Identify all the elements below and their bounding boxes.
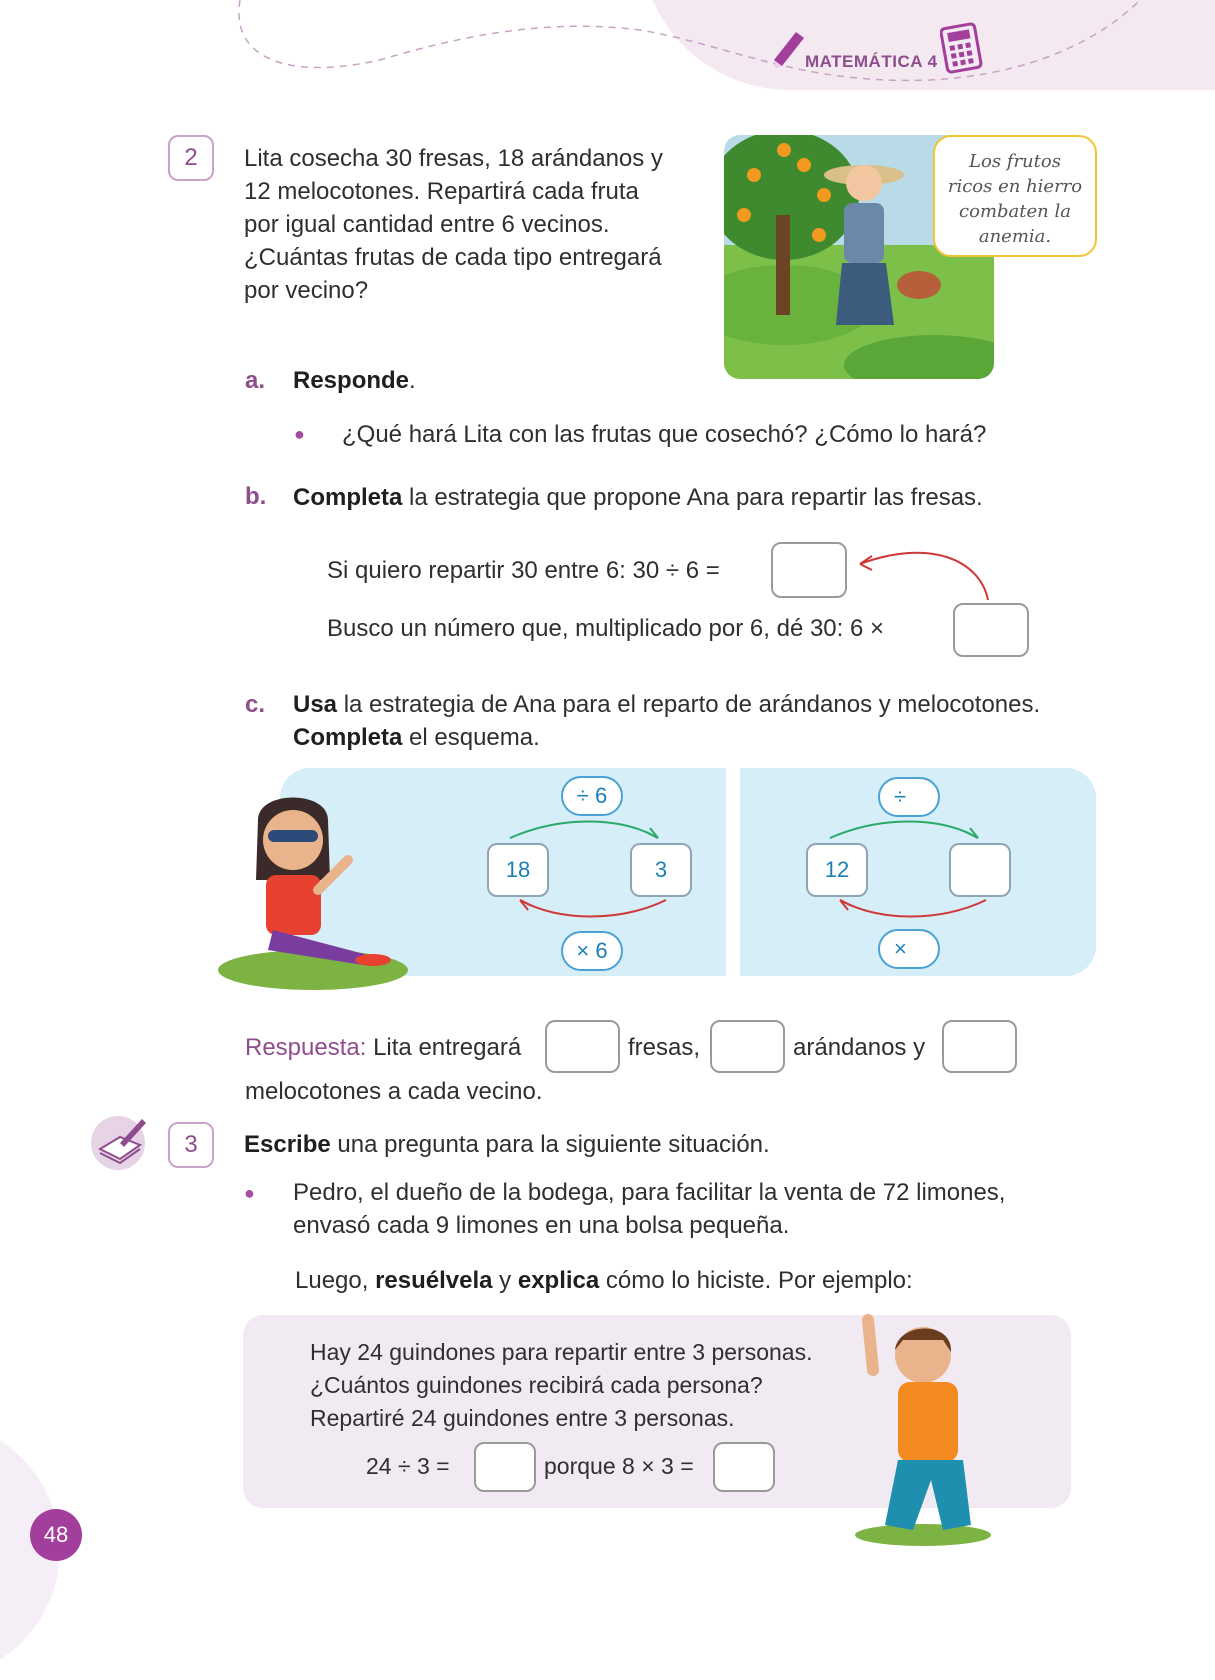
strategy-arrow xyxy=(850,540,1000,602)
followup-text: Luego, xyxy=(295,1267,376,1294)
item-a-question: ¿Qué hará Lita con las frutas que cosechó? ¿Cómo lo hará? xyxy=(342,421,987,448)
scheme-2-start-value: 12 xyxy=(806,843,868,897)
answer-box-quotient[interactable] xyxy=(474,1442,536,1492)
instruction-rest: . xyxy=(409,367,416,394)
statement-line: por igual cantidad entre 6 vecinos. xyxy=(244,211,610,238)
statement-line: ¿Cuántas frutas de cada tipo entregará xyxy=(244,244,662,271)
pencil-icon xyxy=(768,28,808,72)
speech-line: combaten la xyxy=(959,201,1071,222)
answer-sentence-2: melocotones a cada vecino. xyxy=(245,1078,543,1105)
item-b-instruction xyxy=(293,481,983,514)
item-letter-b: b. xyxy=(245,483,267,510)
strategy-line-1: Si quiero repartir 30 entre 6: 30 ÷ 6 = xyxy=(327,557,720,584)
answer-label: Respuesta: xyxy=(245,1034,367,1061)
problem-3-instruction xyxy=(244,1128,770,1161)
instruction-verb: Usa xyxy=(293,691,338,718)
problem-number-2: 2 xyxy=(168,135,214,181)
operation-divide-input[interactable]: ÷ xyxy=(878,777,940,817)
statement-line: Lita cosecha 30 fresas, 18 arándanos y xyxy=(244,145,663,172)
instruction-verb: Completa xyxy=(293,724,403,751)
strategy-line-2: Busco un número que, multiplicado por 6, dé 30: 6 × xyxy=(327,615,885,642)
speech-line: ricos en hierro xyxy=(947,176,1083,197)
answer-box-division[interactable] xyxy=(771,542,847,598)
example-line: Hay 24 guindones para repartir entre 3 personas. xyxy=(310,1339,813,1365)
bullet-dot: ● xyxy=(294,424,305,444)
problem-2-statement xyxy=(244,142,704,307)
instruction-line xyxy=(293,721,1133,754)
page-number: 48 xyxy=(30,1509,82,1561)
scheme-1-start-value: 18 xyxy=(487,843,549,897)
statement-line: por vecino? xyxy=(244,277,369,304)
statement-line: 12 melocotones. Repartirá cada fruta xyxy=(244,178,639,205)
item-c-instruction xyxy=(293,688,1133,754)
answer-box-check[interactable] xyxy=(713,1442,775,1492)
speech-line: anemia. xyxy=(978,226,1052,247)
bullet-dot: ● xyxy=(244,1183,255,1203)
speech-line: Los frutos xyxy=(969,151,1061,172)
answer-text: Lita entregará xyxy=(373,1034,522,1061)
boy-illustration xyxy=(843,1310,993,1546)
operation-multiply-input[interactable]: × xyxy=(878,929,940,969)
speech-bubble xyxy=(933,135,1097,257)
item-a-instruction xyxy=(293,364,416,397)
followup-text: y xyxy=(492,1267,518,1294)
answer-box-fresas[interactable] xyxy=(545,1020,620,1073)
header-title: MATEMÁTICA 4 xyxy=(805,52,938,71)
example-equation: 24 ÷ 3 = xyxy=(366,1453,450,1479)
followup-text: cómo lo hiciste. Por ejemplo: xyxy=(599,1267,913,1294)
operation-divide-label: ÷ 6 xyxy=(561,776,623,816)
instruction-line xyxy=(293,688,1133,721)
instruction-rest: el esquema. xyxy=(402,724,540,751)
notebook-writing-icon xyxy=(90,1113,150,1171)
instruction-verb: Responde xyxy=(293,367,410,394)
followup-verb: resuélvela xyxy=(375,1267,493,1294)
example-line: Repartiré 24 guindones entre 3 personas. xyxy=(310,1405,735,1431)
calculator-icon xyxy=(940,22,986,74)
answer-sentence-1 xyxy=(245,1031,521,1064)
scheme-1-result-value: 3 xyxy=(630,843,692,897)
example-check: porque 8 × 3 = xyxy=(544,1453,694,1479)
followup-verb: explica xyxy=(517,1267,600,1294)
header-dashed-path xyxy=(0,0,1215,100)
answer-text-arandanos: arándanos y xyxy=(793,1034,926,1061)
situation-line: envasó cada 9 limones en una bolsa pequeña. xyxy=(293,1212,790,1239)
answer-text-fresas: fresas, xyxy=(628,1034,701,1061)
answer-box-melocotones[interactable] xyxy=(942,1020,1017,1073)
problem-number-3: 3 xyxy=(168,1122,214,1168)
problem-3-situation xyxy=(293,1176,1113,1242)
situation-line: Pedro, el dueño de la bodega, para facilitar la venta de 72 limones, xyxy=(293,1179,1006,1206)
example-line: ¿Cuántos guindones recibirá cada persona? xyxy=(310,1372,763,1398)
operation-multiply-label: × 6 xyxy=(561,931,623,971)
instruction-verb: Escribe xyxy=(244,1131,331,1158)
answer-box-arandanos[interactable] xyxy=(710,1020,785,1073)
item-letter-a: a. xyxy=(245,367,266,394)
answer-box-multiplication[interactable] xyxy=(953,603,1029,657)
instruction-verb: Completa xyxy=(293,484,403,511)
instruction-rest: una pregunta para la siguiente situación. xyxy=(330,1131,770,1158)
problem-3-followup xyxy=(295,1264,913,1297)
ana-girl-illustration xyxy=(218,790,414,990)
scheme-2-result-input[interactable] xyxy=(949,843,1011,897)
instruction-rest: la estrategia que propone Ana para repartir las fresas. xyxy=(402,484,983,511)
instruction-rest: la estrategia de Ana para el reparto de arándanos y melocotones. xyxy=(337,691,1041,718)
example-text xyxy=(310,1336,812,1435)
item-letter-c: c. xyxy=(245,691,266,718)
